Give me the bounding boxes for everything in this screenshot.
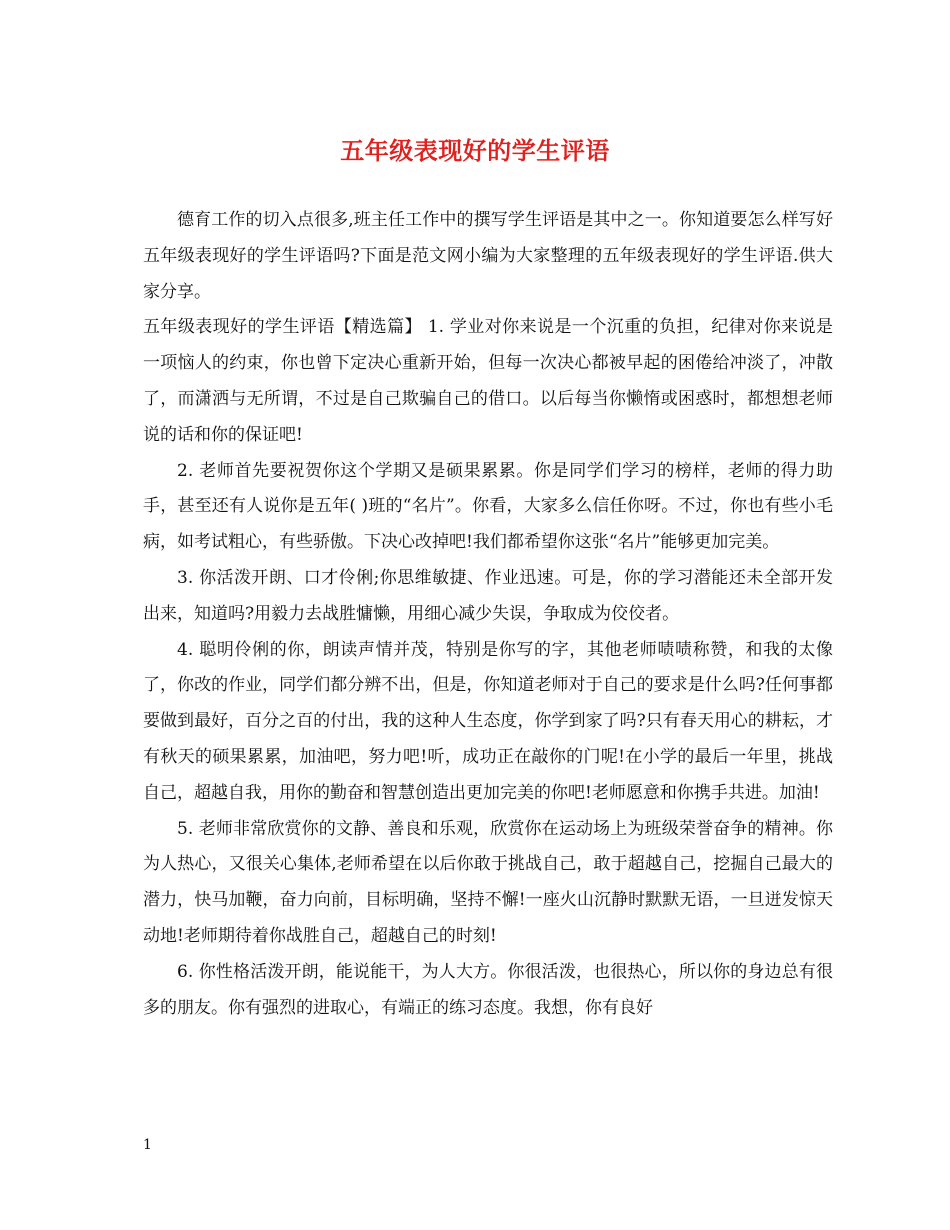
- comment-paragraph-2: 2. 老师首先要祝贺你这个学期又是硕果累累。你是同学们学习的榜样，老师的得力助手，甚至还有人说你是五年( )班的“名片”。你看，大家多么信任你呀。不过，你也有些小毛病，如考试粗心，有些骄傲。下决心改掉吧!我们都希望你这张“名片”能够更加完美。: [143, 460, 833, 553]
- document-title: 五年级表现好的学生评语: [340, 136, 610, 165]
- document-body: [143, 203, 833, 1026]
- intro-paragraph: 德育工作的切入点很多,班主任工作中的撰写学生评语是其中之一。你知道要怎么样写好五年级表现好的学生评语吗?下面是范文网小编为大家整理的五年级表现好的学生评语.供大家分享。: [143, 210, 833, 302]
- comment-paragraph-4: 4. 聪明伶俐的你，朗读声情并茂，特别是你写的字，其他老师啧啧称赞，和我的太像了，你改的作业，同学们都分辨不出，但是，你知道老师对于自己的要求是什么吗?任何事都要做到最好，百分之百的付出，我的这种人生态度，你学到家了吗?只有春天用心的耕耘，才有秋天的硕果累累，加油吧，努力吧!听，成功正在敲你的门呢!在小学的最后一年里，挑战自己，超越自我，用你的勤奋和智慧创造出更加完美的你吧!老师愿意和你携手共进。加油!: [143, 639, 833, 803]
- comment-paragraph-1: [143, 310, 833, 453]
- page-number: 1: [143, 1137, 152, 1153]
- comment-1-text: 1. 学业对你来说是一个沉重的负担，纪律对你来说是一项恼人的约束，你也曾下定决心重新开始，但每一次决心都被早起的困倦给冲淡了，冲散了，而潇洒与无所谓，不过是自己欺骗自己的借口。以后每当你懒惰或困惑时，都想想老师说的话和你的保证吧!: [143, 317, 834, 445]
- comment-paragraph-5: 5. 老师非常欣赏你的文静、善良和乐观，欣赏你在运动场上为班级荣誉奋争的精神。你为人热心，又很关心集体,老师希望在以后你敢于挑战自己，敢于超越自己，挖掘自己最大的潜力，快马加鞭，奋力向前，目标明确，坚持不懈!一座火山沉静时默默无语，一旦迸发惊天动地!老师期待着你战胜自己，超越自己的时刻!: [143, 818, 833, 946]
- section-label: 五年级表现好的学生评语【精选篇】: [143, 317, 422, 338]
- comment-paragraph-6: 6. 你性格活泼开朗，能说能干，为人大方。你很活泼，也很热心，所以你的身边总有很多的朋友。你有强烈的进取心，有端正的练习态度。我想，你有良好: [143, 961, 833, 1018]
- comment-paragraph-3: 3. 你活泼开朗、口才伶俐;你思维敏捷、作业迅速。可是，你的学习潜能还未全部开发出来，知道吗?用毅力去战胜慵懒，用细心减少失误，争取成为佼佼者。: [143, 567, 833, 624]
